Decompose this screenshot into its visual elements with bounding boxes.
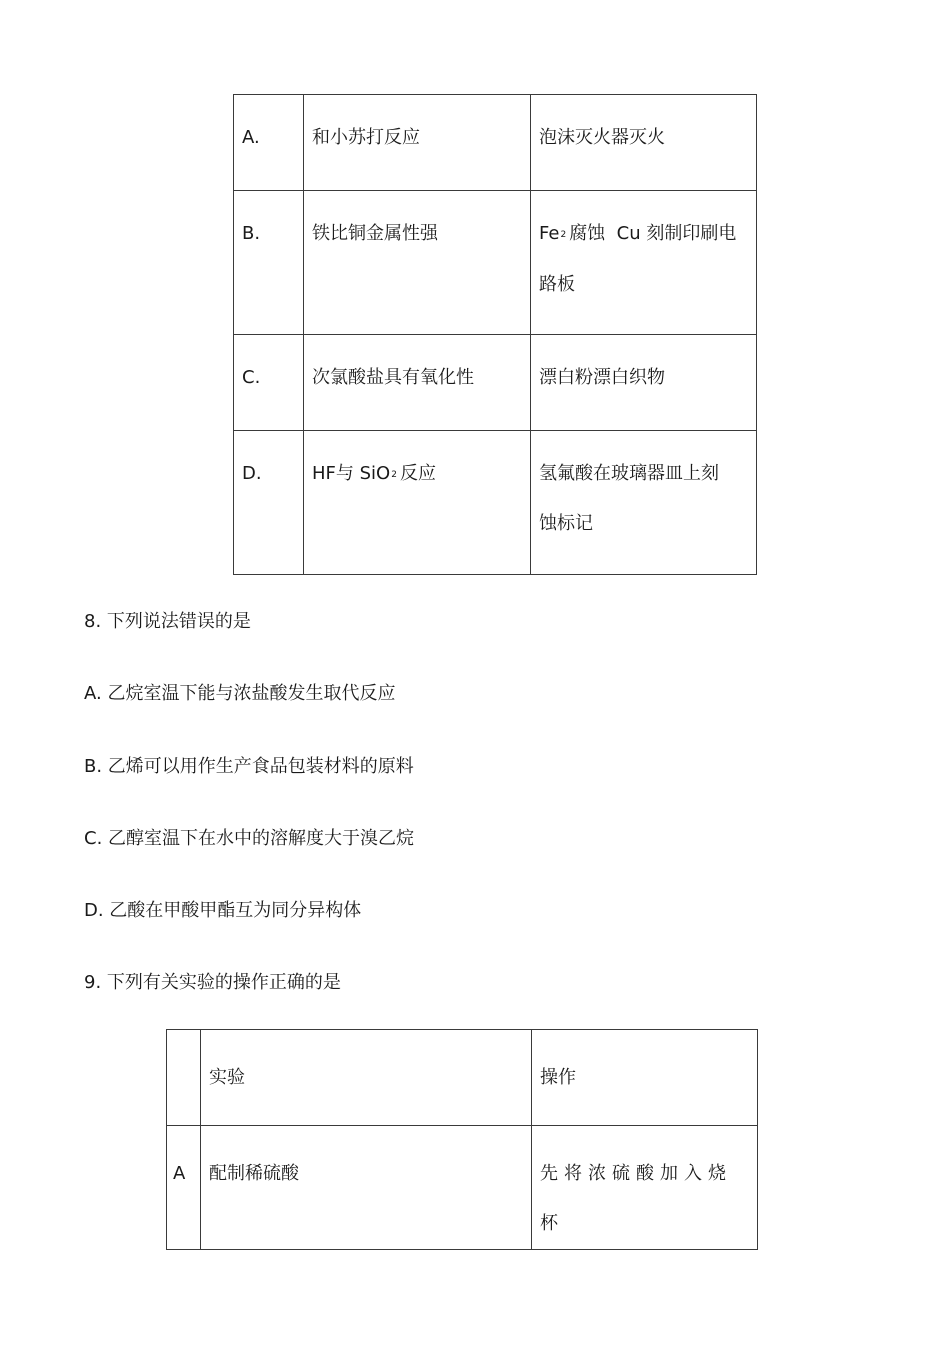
property-cell: 和小苏打反应: [304, 95, 531, 191]
question-9-stem: 9. 下列有关实验的操作正确的是: [84, 972, 341, 993]
question-8-option-c: C. 乙醇室温下在水中的溶解度大于溴乙烷: [84, 828, 415, 849]
table-row: [234, 95, 757, 191]
header-experiment: 实验: [201, 1030, 532, 1126]
table-header-row: [167, 1030, 758, 1126]
property-cell: 次氯酸盐具有氧化性: [304, 335, 531, 431]
application-cell: [531, 431, 757, 575]
question-8-option-b: B. 乙烯可以用作生产食品包装材料的原料: [84, 756, 414, 777]
application-text: 氢氟酸在玻璃器皿上刻: [539, 463, 719, 484]
question-8-option-a: A. 乙烷室温下能与浓盐酸发生取代反应: [84, 683, 396, 704]
option-letter: A.: [234, 95, 304, 191]
header-empty: [167, 1030, 201, 1126]
application-text-cont: 蚀标记: [539, 513, 593, 534]
property-cell: [304, 431, 531, 575]
property-cell: 铁比铜金属性强: [304, 191, 531, 335]
table-row: [234, 191, 757, 335]
option-letter: B.: [234, 191, 304, 335]
header-operation: 操作: [532, 1030, 758, 1126]
application-cell: [531, 191, 757, 335]
property-text-end: 反应: [399, 463, 436, 484]
subscript: 2: [560, 230, 567, 240]
experiment-operation-table: [166, 1029, 758, 1250]
option-letter: A: [167, 1126, 201, 1250]
operation-cell: 先将浓硫酸加入烧杯: [532, 1126, 758, 1250]
subscript: 2: [391, 470, 397, 480]
table-row: [234, 431, 757, 575]
application-text-cont: 路板: [539, 274, 575, 295]
application-text: 腐蚀 Cu 刻制印刷电: [569, 223, 737, 244]
table-row: [234, 335, 757, 431]
properties-applications-table: [233, 94, 757, 575]
application-cell: 泡沫灭火器灭火: [531, 95, 757, 191]
property-text: HF与 SiO: [312, 463, 391, 484]
table-row: [167, 1126, 758, 1250]
question-8-stem: 8. 下列说法错误的是: [84, 611, 251, 632]
experiment-cell: 配制稀硫酸: [201, 1126, 532, 1250]
question-8-option-d: D. 乙酸在甲酸甲酯互为同分异构体: [84, 900, 362, 921]
option-letter: C.: [234, 335, 304, 431]
option-letter: D.: [234, 431, 304, 575]
formula-fe: Fe: [539, 223, 560, 244]
application-cell: 漂白粉漂白织物: [531, 335, 757, 431]
